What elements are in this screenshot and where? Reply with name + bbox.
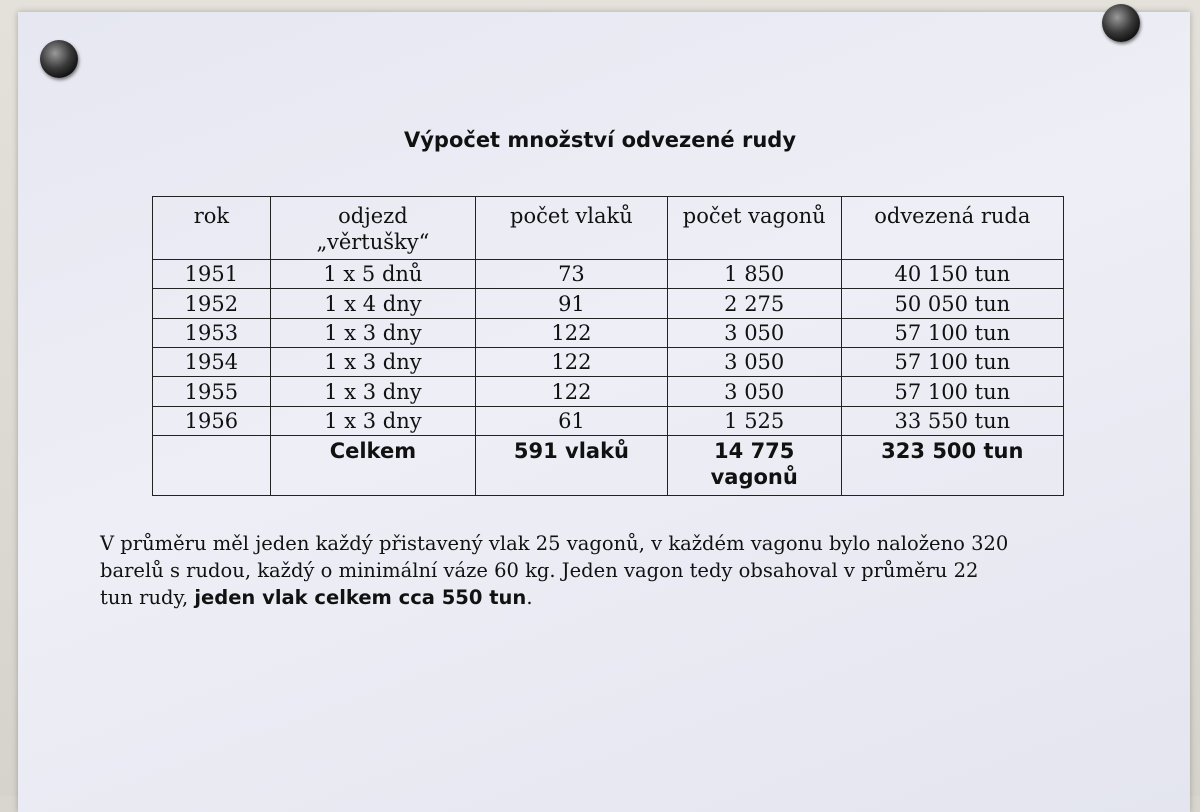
header-departure: odjezd „věrtušky“ <box>270 197 475 260</box>
cell-departure: 1 x 4 dny <box>270 289 475 318</box>
cell-trains: 122 <box>476 348 668 377</box>
table-row <box>153 377 1064 406</box>
header-ore-amount: odvezená ruda <box>841 197 1063 260</box>
cell-departure: 1 x 3 dny <box>270 318 475 347</box>
cell-trains: 122 <box>476 377 668 406</box>
cell-wagons: 3 050 <box>667 318 841 347</box>
table-header-row <box>153 197 1064 260</box>
cell-departure: 1 x 5 dnů <box>270 260 475 289</box>
cell-trains: 73 <box>476 260 668 289</box>
total-trains: 591 vlaků <box>476 436 668 496</box>
table-row <box>153 318 1064 347</box>
explanatory-note <box>100 530 1100 611</box>
note-line-3-start: tun rudy, <box>100 586 195 609</box>
cell-year: 1956 <box>153 406 271 435</box>
table-row <box>153 260 1064 289</box>
header-wagon-count: počet vagonů <box>667 197 841 260</box>
cell-wagons: 2 275 <box>667 289 841 318</box>
ore-table <box>152 196 1064 496</box>
cell-ore: 57 100 tun <box>841 318 1063 347</box>
total-label: Celkem <box>270 436 475 496</box>
table-row <box>153 289 1064 318</box>
cell-ore: 33 550 tun <box>841 406 1063 435</box>
cell-wagons: 1 525 <box>667 406 841 435</box>
note-highlight: jeden vlak celkem cca 550 tun <box>194 586 527 609</box>
note-line-3 <box>100 584 1100 611</box>
total-ore: 323 500 tun <box>841 436 1063 496</box>
cell-year: 1951 <box>153 260 271 289</box>
cell-ore: 50 050 tun <box>841 289 1063 318</box>
cell-trains: 91 <box>476 289 668 318</box>
cell-year: 1955 <box>153 377 271 406</box>
table-total-row <box>153 436 1064 496</box>
cell-year: 1953 <box>153 318 271 347</box>
cell-departure: 1 x 3 dny <box>270 377 475 406</box>
cell-departure: 1 x 3 dny <box>270 348 475 377</box>
magnet-top-right <box>1102 4 1140 42</box>
document-title: Výpočet množství odvezené rudy <box>403 128 797 152</box>
cell-trains: 61 <box>476 406 668 435</box>
cell-year: 1954 <box>153 348 271 377</box>
magnet-top-left <box>40 40 78 78</box>
table-row <box>153 348 1064 377</box>
cell-year: 1952 <box>153 289 271 318</box>
cell-ore: 57 100 tun <box>841 377 1063 406</box>
cell-ore: 57 100 tun <box>841 348 1063 377</box>
note-line-3-end: . <box>526 586 533 609</box>
total-cell-empty <box>153 436 271 496</box>
cell-departure: 1 x 3 dny <box>270 406 475 435</box>
cell-ore: 40 150 tun <box>841 260 1063 289</box>
table-row <box>153 406 1064 435</box>
header-year: rok <box>153 197 271 260</box>
note-line-2: barelů s rudou, každý o minimální váze 60 kg. Jeden vagon tedy obsahoval v průměru 22 <box>100 559 979 582</box>
header-train-count: počet vlaků <box>476 197 668 260</box>
cell-wagons: 3 050 <box>667 377 841 406</box>
cell-trains: 122 <box>476 318 668 347</box>
total-wagons: 14 775 vagonů <box>667 436 841 496</box>
note-line-1: V průměru měl jeden každý přistavený vlak 25 vagonů, v každém vagonu bylo naloženo 320 <box>100 532 1009 555</box>
cell-wagons: 1 850 <box>667 260 841 289</box>
cell-wagons: 3 050 <box>667 348 841 377</box>
